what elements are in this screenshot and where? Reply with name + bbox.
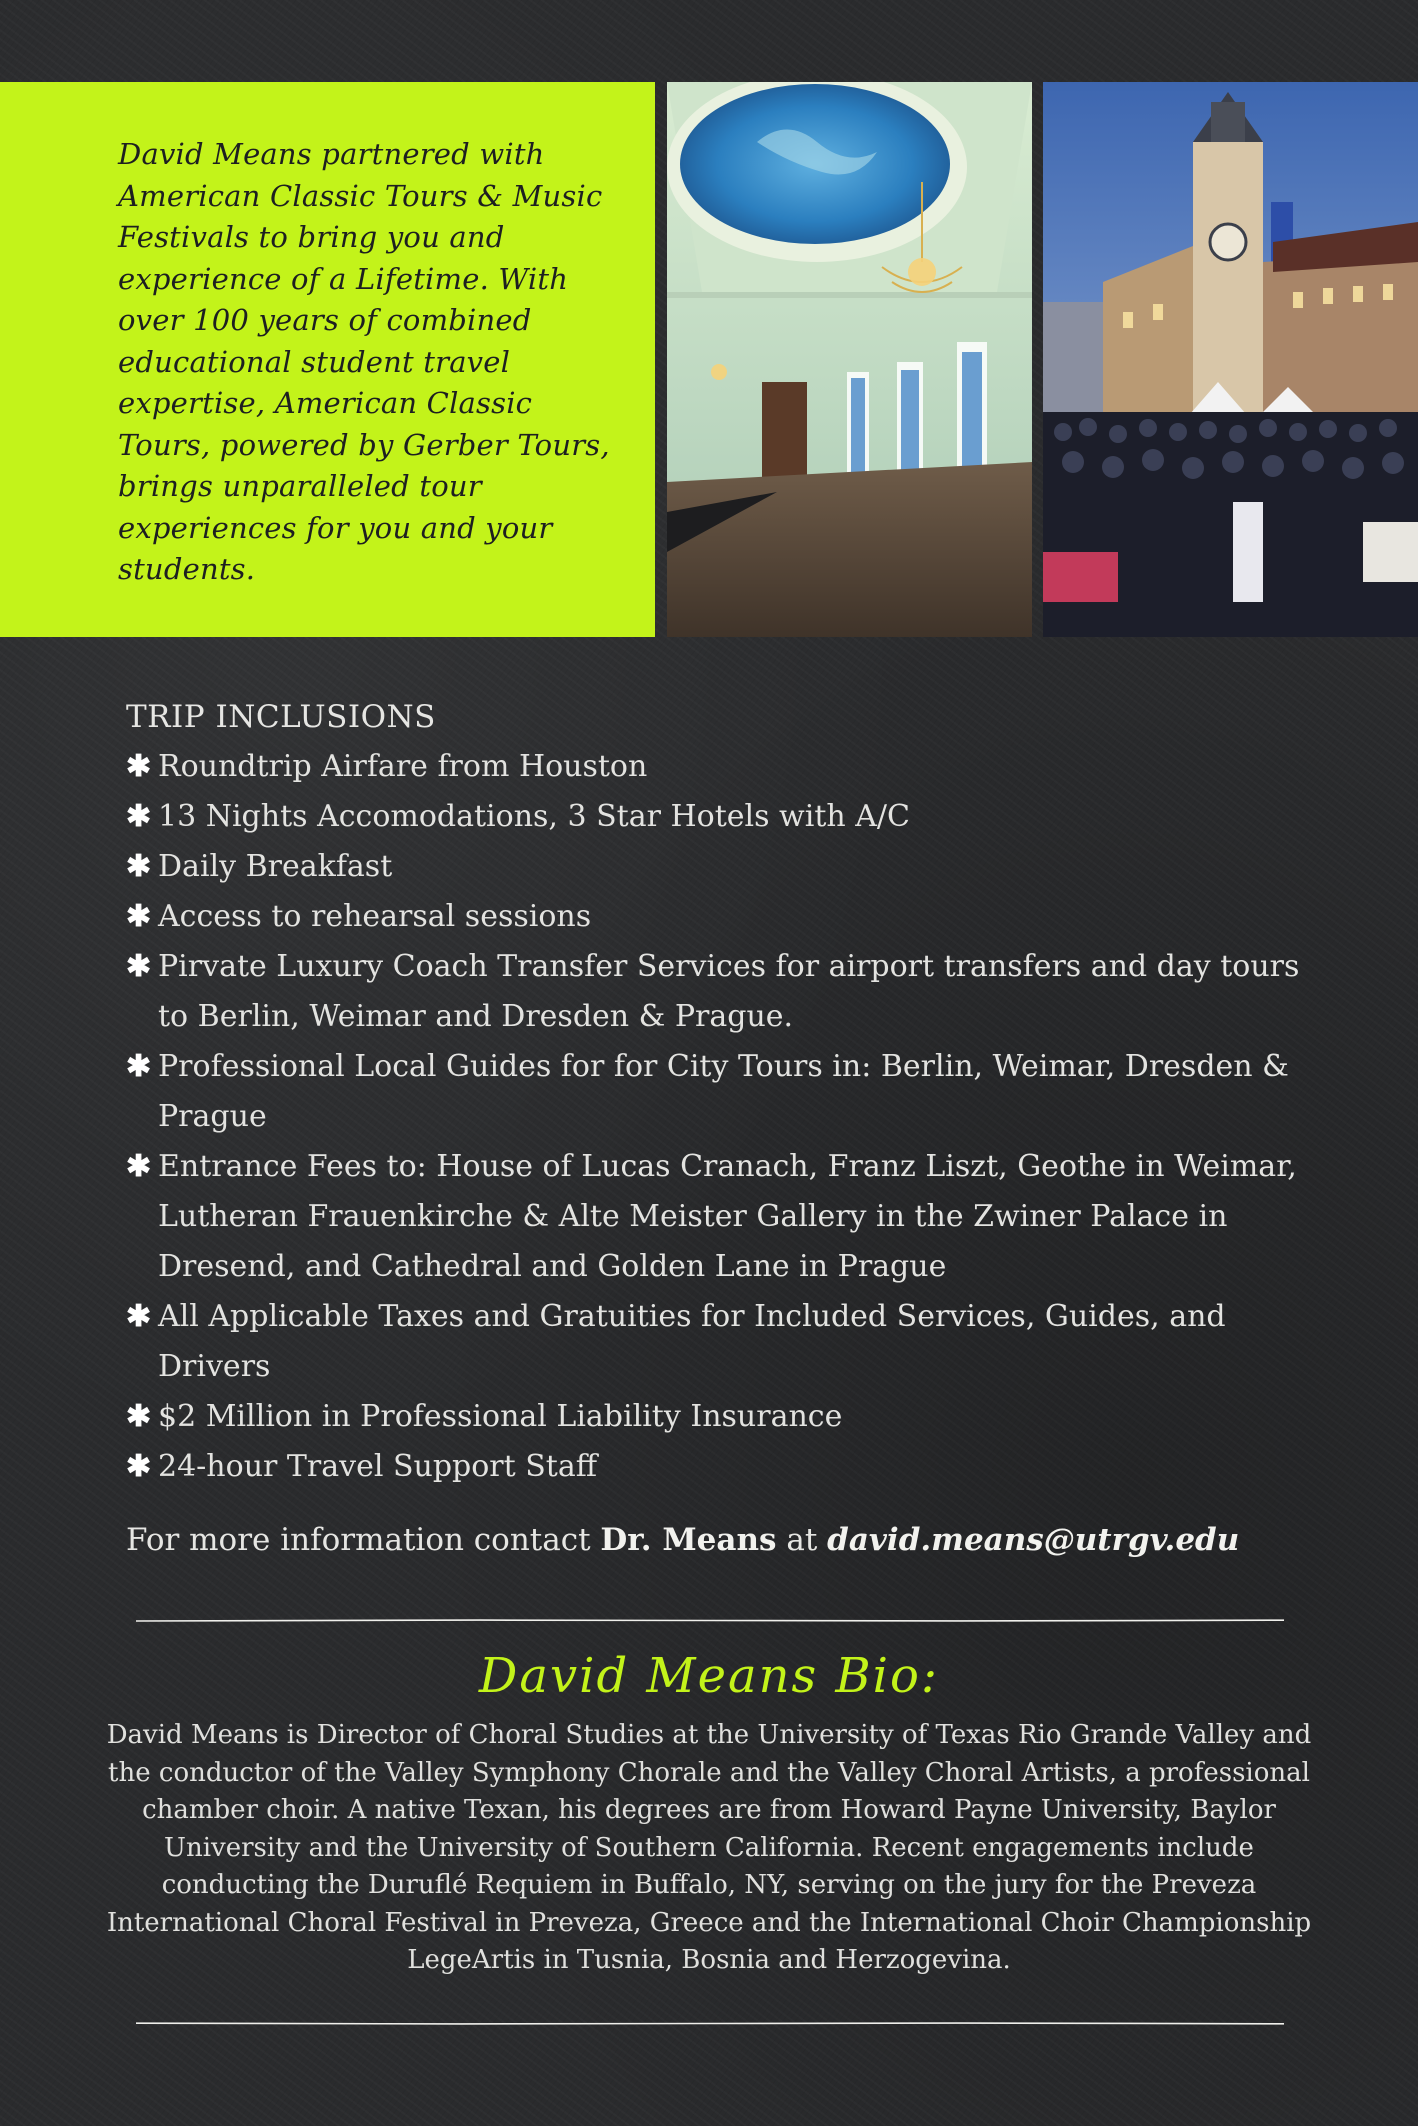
inclusion-item: ✱ 13 Nights Accomodations, 3 Star Hotels with A/C [126, 792, 1316, 842]
inclusion-item: ✱ All Applicable Taxes and Gratuities for Included Services, Guides, and Drivers [126, 1292, 1316, 1392]
asterisk-icon: ✱ [126, 799, 152, 834]
asterisk-icon: ✱ [126, 899, 152, 934]
asterisk-icon: ✱ [126, 849, 152, 884]
inclusion-item: ✱ Access to rehearsal sessions [126, 892, 1316, 942]
inclusion-item: ✱ Entrance Fees to: House of Lucas Cranach, Franz Liszt, Geothe in Weimar, Lutheran Frauenkirche & Alte Meister Gallery in the Zwiner Palace in Dresend, and Cathedral and Golden Lane in Prague [126, 1142, 1316, 1292]
inclusion-item: ✱ Roundtrip Airfare from Houston [126, 742, 1316, 792]
inclusion-item: ✱ 24-hour Travel Support Staff [126, 1442, 1316, 1492]
inclusion-item: ✱ Daily Breakfast [126, 842, 1316, 892]
concert-hall-photo [667, 82, 1032, 637]
intro-text: David Means partnered with American Classic Tours & Music Festivals to bring you and experience of a Lifetime. With over 100 years of combined educational student travel expertise, American Classic Tours, powered by Gerber Tours, brings unparalleled tour experiences for you and your students. [118, 137, 610, 586]
bio-heading: David Means Bio: [478, 1648, 940, 1704]
asterisk-icon: ✱ [126, 1049, 152, 1084]
asterisk-icon: ✱ [126, 949, 152, 984]
trip-inclusions-heading: TRIP INCLUSIONS [126, 699, 436, 735]
town-hall-crowd-photo [1043, 82, 1418, 637]
divider-bottom [136, 2022, 1284, 2025]
asterisk-icon: ✱ [126, 1399, 152, 1434]
contact-email-link[interactable]: david.means@utrgv.edu [827, 1522, 1240, 1558]
inclusion-item: ✱ $2 Million in Professional Liability Insurance [126, 1392, 1316, 1442]
contact-line [126, 1518, 1239, 1562]
asterisk-icon: ✱ [126, 1149, 152, 1184]
trip-inclusions [126, 696, 1316, 1492]
intro-panel [0, 82, 655, 637]
asterisk-icon: ✱ [126, 1449, 152, 1484]
inclusion-item: ✱ Pirvate Luxury Coach Transfer Services for airport transfers and day tours to Berlin, Weimar and Dresden & Prague. [126, 942, 1316, 1042]
contact-prefix: For more information contact [126, 1522, 601, 1558]
inclusion-item: ✱ Professional Local Guides for for City Tours in: Berlin, Weimar, Dresden & Prague [126, 1042, 1316, 1142]
contact-name: Dr. Means [600, 1522, 777, 1558]
divider-top [136, 1619, 1284, 1622]
bio-text: David Means is Director of Choral Studies at the University of Texas Rio Grande Valley and the conductor of the Valley Symphony Chorale and the Valley Choral Artists, a professional chamber choir. A native Texan, his degrees are from Howard Payne University, Baylor University and the University of Southern California. Recent engagements include conducting the Duruflé Requiem in Buffalo, NY, serving on the jury for the Preveza International Choral Festival in Preveza, Greece and the International Choir Championship LegeArtis in Tusnia, Bosnia and Herzogevina. [106, 1720, 1312, 1975]
asterisk-icon: ✱ [126, 749, 152, 784]
inclusion-list [126, 742, 1316, 1492]
asterisk-icon: ✱ [126, 1299, 152, 1334]
contact-middle: at [776, 1522, 828, 1558]
